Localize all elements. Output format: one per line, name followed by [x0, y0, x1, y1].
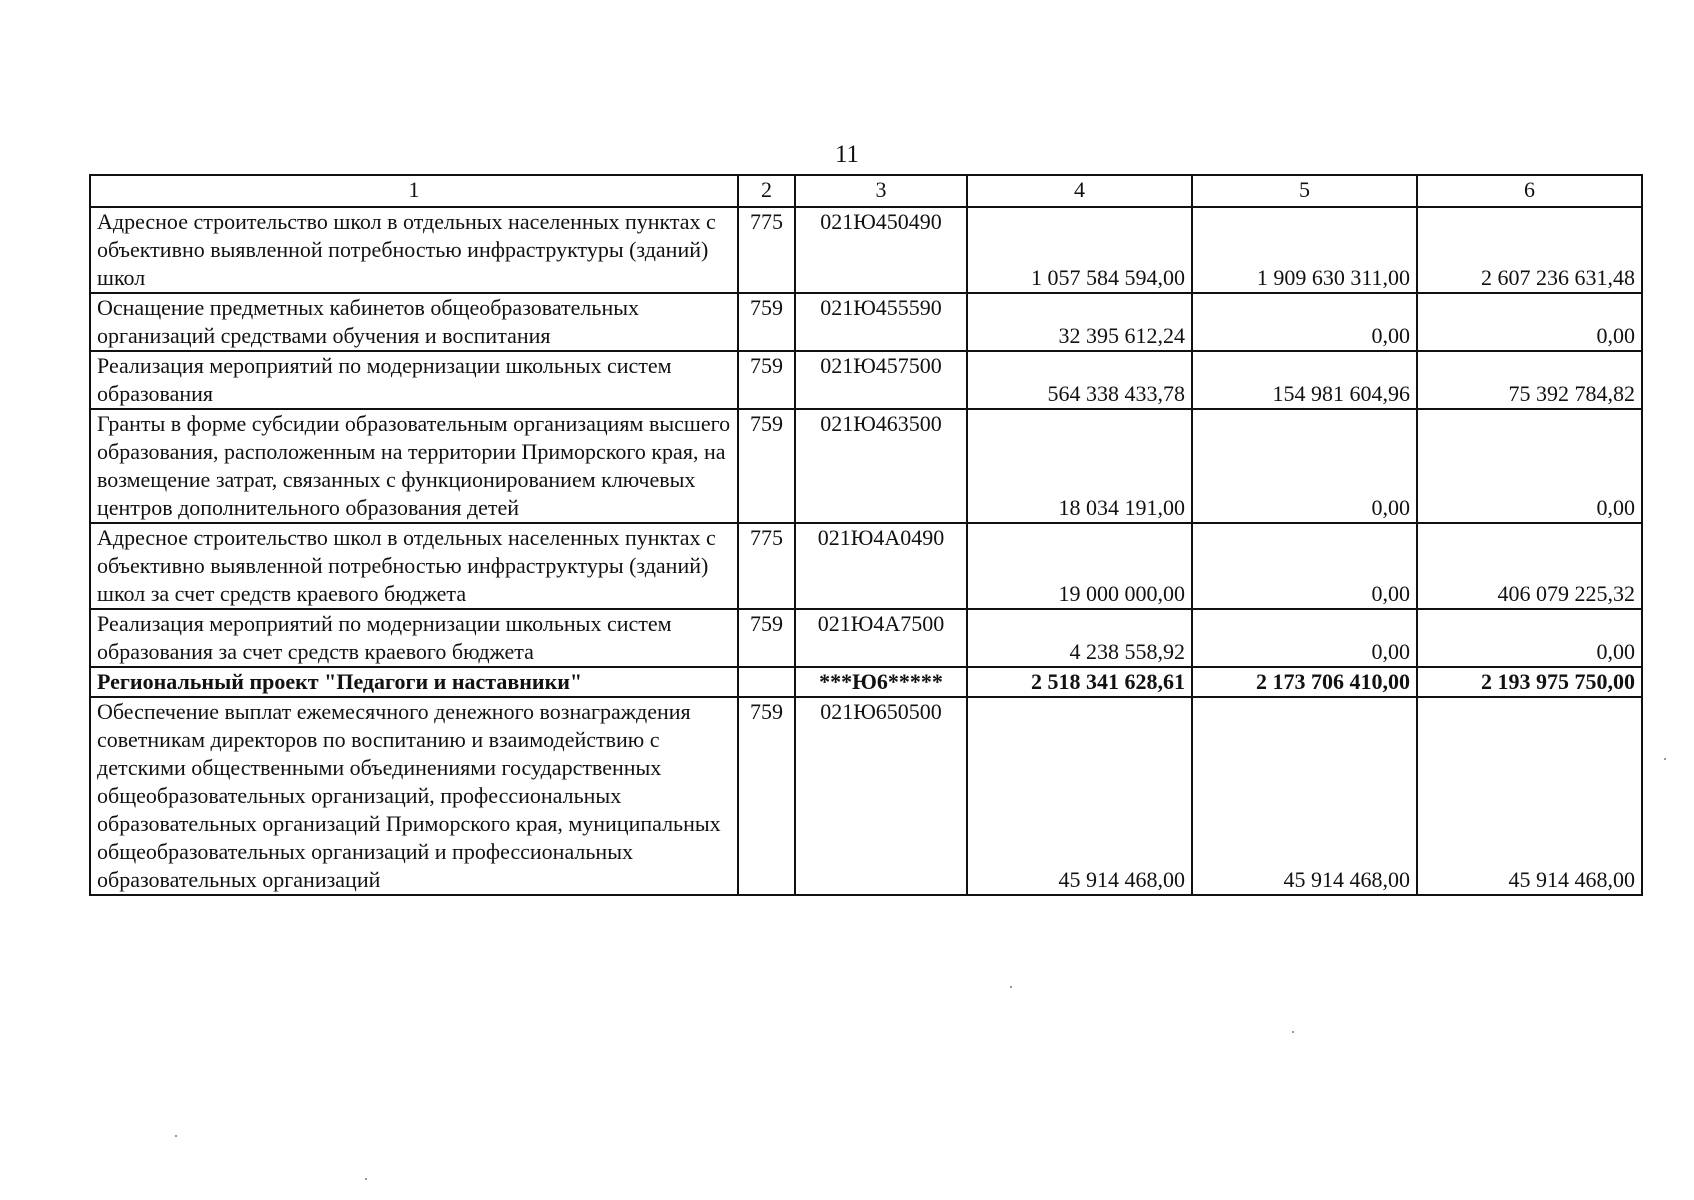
row-grbs: 759: [738, 351, 795, 409]
budget-table: [89, 174, 1643, 896]
table-row-project-total: [90, 667, 1642, 697]
table-header-row: [90, 175, 1642, 207]
row-amount-5: 0,00: [1192, 293, 1417, 351]
scan-speck: [175, 1135, 177, 1137]
row-amount-5: 0,00: [1192, 409, 1417, 523]
scan-speck: [1010, 986, 1012, 988]
column-header: 2: [738, 175, 795, 207]
column-header: 3: [795, 175, 967, 207]
row-code: 021Ю450490: [795, 207, 967, 293]
scan-speck: [1292, 1031, 1294, 1033]
row-amount-4: 45 914 468,00: [967, 697, 1192, 895]
row-code: 021Ю650500: [795, 697, 967, 895]
page-number: 11: [834, 141, 860, 168]
table-row: [90, 207, 1642, 293]
row-amount-5: 45 914 468,00: [1192, 697, 1417, 895]
row-amount-4: 564 338 433,78: [967, 351, 1192, 409]
row-name: Гранты в форме субсидии образовательным организациям высшего образования, расположенным на территории Приморского края, на возмещение затрат, связанных с функционированием ключевых центров дополнительного образования детей: [90, 409, 738, 523]
row-amount-4: 1 057 584 594,00: [967, 207, 1192, 293]
row-amount-5: 1 909 630 311,00: [1192, 207, 1417, 293]
row-amount-6: 0,00: [1417, 293, 1642, 351]
row-code: ***Ю6*****: [795, 667, 967, 697]
row-amount-5: 154 981 604,96: [1192, 351, 1417, 409]
row-grbs: 775: [738, 523, 795, 609]
row-amount-6: 45 914 468,00: [1417, 697, 1642, 895]
row-name: Региональный проект "Педагоги и наставники": [90, 667, 738, 697]
table-row: [90, 609, 1642, 667]
table-row: [90, 523, 1642, 609]
row-name: Реализация мероприятий по модернизации школьных систем образования: [90, 351, 738, 409]
column-header: 6: [1417, 175, 1642, 207]
column-header: 5: [1192, 175, 1417, 207]
row-name: Адресное строительство школ в отдельных населенных пунктах с объективно выявленной потребностью инфраструктуры (зданий) школ за счет средств краевого бюджета: [90, 523, 738, 609]
row-amount-5: 0,00: [1192, 609, 1417, 667]
table-row: [90, 351, 1642, 409]
row-code: 021Ю4А0490: [795, 523, 967, 609]
row-amount-6: 0,00: [1417, 609, 1642, 667]
row-amount-4: 19 000 000,00: [967, 523, 1192, 609]
row-code: 021Ю455590: [795, 293, 967, 351]
row-name: Обеспечение выплат ежемесячного денежного вознаграждения советникам директоров по воспитанию и взаимодействию с детскими общественными объединениями государственных общеобразовательных организаций, профессиональных образовательных организаций Приморского края, муниципальных общеобразовательных организаций и профессиональных образовательных организаций: [90, 697, 738, 895]
row-amount-6: 2 607 236 631,48: [1417, 207, 1642, 293]
row-amount-4: 18 034 191,00: [967, 409, 1192, 523]
row-code: 021Ю457500: [795, 351, 967, 409]
row-amount-6: 2 193 975 750,00: [1417, 667, 1642, 697]
scan-speck: [1664, 758, 1666, 760]
row-name: Оснащение предметных кабинетов общеобразовательных организаций средствами обучения и воспитания: [90, 293, 738, 351]
row-grbs: 775: [738, 207, 795, 293]
row-amount-6: 75 392 784,82: [1417, 351, 1642, 409]
column-header: 4: [967, 175, 1192, 207]
row-amount-4: 32 395 612,24: [967, 293, 1192, 351]
column-header: 1: [90, 175, 738, 207]
row-grbs: 759: [738, 609, 795, 667]
row-name: Адресное строительство школ в отдельных населенных пунктах с объективно выявленной потребностью инфраструктуры (зданий) школ: [90, 207, 738, 293]
row-code: 021Ю4А7500: [795, 609, 967, 667]
row-grbs: 759: [738, 409, 795, 523]
row-amount-6: 406 079 225,32: [1417, 523, 1642, 609]
row-name: Реализация мероприятий по модернизации школьных систем образования за счет средств краевого бюджета: [90, 609, 738, 667]
row-grbs: [738, 667, 795, 697]
row-code: 021Ю463500: [795, 409, 967, 523]
row-amount-5: 0,00: [1192, 523, 1417, 609]
row-grbs: 759: [738, 293, 795, 351]
table-row: [90, 293, 1642, 351]
table-row: [90, 409, 1642, 523]
table-row: [90, 697, 1642, 895]
scan-speck: [365, 1178, 367, 1180]
row-amount-6: 0,00: [1417, 409, 1642, 523]
row-amount-4: 4 238 558,92: [967, 609, 1192, 667]
row-grbs: 759: [738, 697, 795, 895]
row-amount-5: 2 173 706 410,00: [1192, 667, 1417, 697]
row-amount-4: 2 518 341 628,61: [967, 667, 1192, 697]
